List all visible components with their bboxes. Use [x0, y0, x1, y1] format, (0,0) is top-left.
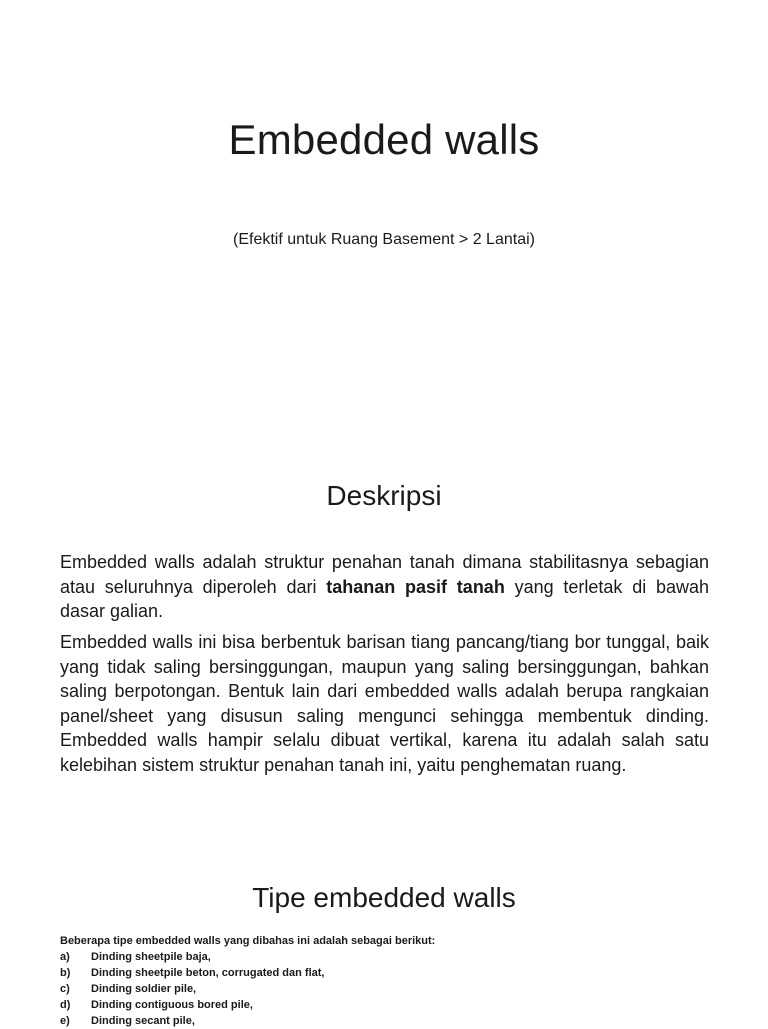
list-item [60, 997, 710, 1013]
list-marker: b) [60, 967, 71, 979]
bold-term: tahanan pasif tanah [326, 576, 505, 597]
list-marker: e) [60, 1015, 70, 1027]
list-item [60, 949, 710, 965]
list-item-text: Dinding secant pile, [91, 1015, 195, 1027]
description-paragraph-2: Embedded walls ini bisa berbentuk barisan tiang pancang/tiang bor tunggal, baik yang tidak saling bersinggungan, maupun yang saling bersinggungan, bahkan saling berpotongan. Bentuk lain dari embedded walls adalah berupa rangkaian panel/sheet yang disusun saling mengunci sehingga membentuk dinding. Embedded walls hampir selalu dibuat vertikal, karena itu adalah salah satu kelebihan sistem struktur penahan tanah ini, yaitu penghematan ruang. [60, 632, 709, 775]
list-item-text: Dinding sheetpile baja, [91, 951, 211, 963]
section-heading-tipe: Tipe embedded walls [252, 882, 516, 913]
list-marker: c) [60, 983, 70, 995]
list-item [60, 981, 710, 997]
description-paragraph-1 [60, 550, 709, 624]
page-subtitle: (Efektif untuk Ruang Basement > 2 Lantai) [233, 231, 535, 248]
types-list [60, 949, 710, 1029]
list-item-text: Dinding contiguous bored pile, [91, 999, 253, 1011]
section-heading-deskripsi: Deskripsi [326, 480, 442, 511]
list-item-text: Dinding soldier pile, [91, 983, 197, 995]
list-item [60, 1013, 710, 1029]
page-title: Embedded walls [228, 116, 540, 163]
list-marker: a) [60, 951, 70, 963]
list-item [60, 965, 710, 981]
list-item-text: Dinding sheetpile beton, corrugated dan flat, [91, 967, 325, 979]
types-list-block [60, 933, 710, 1029]
paragraph-text: yang terletak di bawah dasar galian. [60, 576, 710, 621]
paragraph-text: Embedded walls adalah struktur penahan tanah dimana stabilitasnya sebagian atau seluruhnya diperoleh dari [60, 552, 709, 597]
list-intro: Beberapa tipe embedded walls yang dibahas ini adalah sebagai berikut: [60, 935, 436, 947]
list-marker: d) [60, 999, 71, 1011]
